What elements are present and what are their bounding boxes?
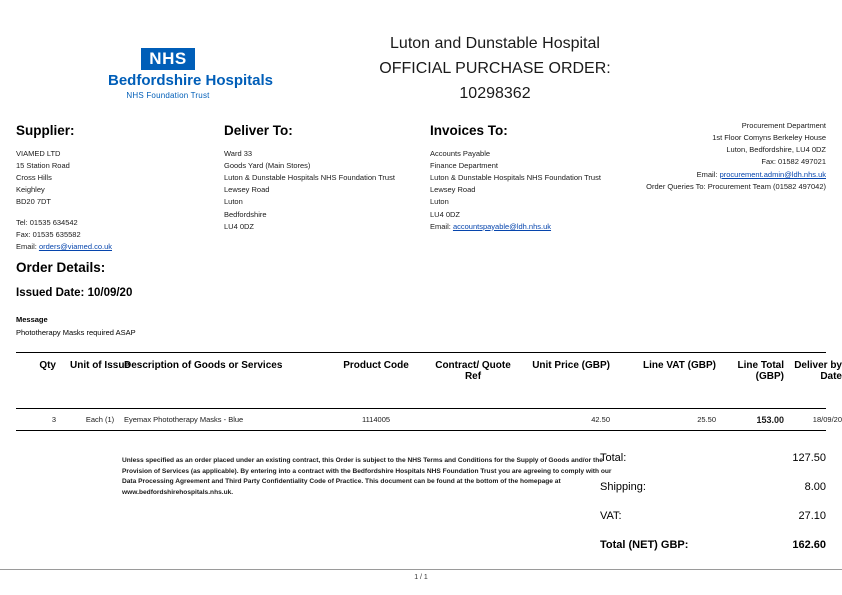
cell-line-vat: 25.50 xyxy=(697,415,716,424)
totals-row-net xyxy=(600,539,826,551)
hospital-name: Luton and Dunstable Hospital xyxy=(390,35,600,52)
supplier-tel: Tel: 01535 634542 xyxy=(16,217,78,227)
invoices-to-email-label: Email: xyxy=(430,221,451,231)
deliver-to-block xyxy=(224,120,429,233)
cell-unit-price: 42.50 xyxy=(591,415,610,424)
invoices-to-line: LU4 0DZ xyxy=(430,209,461,219)
page-number: 1 / 1 xyxy=(414,574,428,581)
column-header-line-total: Line Total (GBP) xyxy=(737,360,784,382)
shipping-value: 8.00 xyxy=(804,481,826,493)
order-issued-date: Issued Date: 10/09/20 xyxy=(16,287,133,299)
column-header-deliver-by-date: Deliver by Date xyxy=(794,360,842,382)
supplier-block xyxy=(16,120,216,253)
invoices-to-line: Lewsey Road xyxy=(430,185,476,195)
vat-value: 27.10 xyxy=(798,510,826,522)
cell-line-total: 153.00 xyxy=(756,415,784,425)
deliver-to-line: Luton xyxy=(224,197,243,207)
procurement-line: 1st Floor Comyns Berkeley House xyxy=(712,133,826,143)
procurement-queries: Order Queries To: Procurement Team (01582 497042) xyxy=(646,181,826,191)
procurement-email-link[interactable]: procurement.admin@ldh.nhs.uk xyxy=(719,169,826,179)
column-header-description: Description of Goods or Services xyxy=(124,360,283,371)
total-value: 127.50 xyxy=(792,452,826,464)
totals-row-shipping xyxy=(600,481,826,493)
invoices-to-email-link[interactable]: accountspayable@ldh.nhs.uk xyxy=(452,221,552,231)
procurement-email-row xyxy=(600,169,826,181)
nhs-logo-mark: NHS xyxy=(141,48,194,70)
deliver-to-heading: Deliver To: xyxy=(224,123,293,138)
totals-block xyxy=(600,452,826,568)
trust-subtitle: NHS Foundation Trust xyxy=(126,90,210,100)
invoices-to-line: Finance Department xyxy=(430,161,498,170)
column-header-line-vat: Line VAT (GBP) xyxy=(643,360,716,371)
supplier-email-row xyxy=(16,241,216,253)
table-header-rule xyxy=(16,408,826,409)
message-block xyxy=(16,314,136,340)
procurement-line: Fax: 01582 497021 xyxy=(761,157,826,167)
cell-unit-of-issue: Each (1) xyxy=(85,415,115,424)
invoices-to-line: Luton & Dunstable Hospitals NHS Foundation Trust xyxy=(430,173,601,183)
deliver-to-line: Ward 33 xyxy=(224,148,253,158)
deliver-to-line: Bedfordshire xyxy=(224,209,267,219)
procurement-block xyxy=(600,120,826,193)
nhs-logo xyxy=(108,48,274,100)
message-text: Phototherapy Masks required ASAP xyxy=(16,327,136,337)
order-details-heading: Order Details: xyxy=(16,260,106,275)
supplier-fax: Fax: 01535 635582 xyxy=(16,229,81,239)
message-heading: Message xyxy=(16,315,48,324)
trust-name: Bedfordshire Hospitals xyxy=(108,72,274,89)
order-number: 10298362 xyxy=(459,84,531,102)
table-top-rule xyxy=(16,352,826,353)
vat-label: VAT: xyxy=(600,510,622,522)
table-bottom-rule xyxy=(16,430,826,431)
deliver-to-line: Goods Yard (Main Stores) xyxy=(224,161,311,170)
total-label: Total: xyxy=(600,452,627,464)
supplier-line: Keighley xyxy=(16,185,45,195)
invoices-to-line: Luton xyxy=(430,197,449,207)
cell-qty: 3 xyxy=(51,415,56,424)
cell-product-code: 1114005 xyxy=(361,415,391,424)
totals-row-vat xyxy=(600,510,826,522)
net-total-value: 162.60 xyxy=(792,539,826,551)
column-header-unit-of-issue: Unit of Issue xyxy=(69,360,130,371)
supplier-email-label: Email: xyxy=(16,241,37,251)
supplier-line: Cross Hills xyxy=(16,173,52,183)
procurement-line: Luton, Bedfordshire, LU4 0DZ xyxy=(726,145,826,155)
supplier-line: 15 Station Road xyxy=(16,161,70,170)
invoices-to-email-row xyxy=(430,221,645,233)
order-details-block xyxy=(16,260,132,299)
footer-rule xyxy=(0,569,842,570)
deliver-to-line: Luton & Dunstable Hospitals NHS Foundation Trust xyxy=(224,173,395,183)
column-header-contract-quote-ref: Contract/ Quote Ref xyxy=(435,360,511,382)
supplier-line: BD20 7DT xyxy=(16,197,52,207)
deliver-to-line: Lewsey Road xyxy=(224,185,270,195)
terms-and-conditions: Unless specified as an order placed under an existing contract, this Order is subject to the NHS Terms and Conditions for the Supply of Goods and/or the Provision of Services (as applicable). By entering into a contract with the Bedfordshire Hospitals NHS Foundation Trust you are agreeing to comply with our Data Processing Agreement and Third Party Confidentiality Code of Practice. This document can be found at the bottom of the homepage at www.bedfordshirehospitals.nhs.uk. xyxy=(122,457,612,497)
shipping-label: Shipping: xyxy=(600,481,646,493)
deliver-to-line: LU4 0DZ xyxy=(224,221,255,231)
column-header-qty: Qty xyxy=(39,360,56,371)
cell-deliver-by-date: 18/09/20 xyxy=(812,415,842,424)
invoices-to-line: Accounts Payable xyxy=(430,148,491,158)
procurement-line: Procurement Department xyxy=(741,121,826,130)
invoices-to-heading: Invoices To: xyxy=(430,123,508,138)
cell-description: Eyemax Phototherapy Masks - Blue xyxy=(124,415,244,424)
supplier-line: VIAMED LTD xyxy=(16,148,61,158)
document-type: OFFICIAL PURCHASE ORDER: xyxy=(379,59,611,77)
column-header-product-code: Product Code xyxy=(343,360,409,371)
column-header-unit-price: Unit Price (GBP) xyxy=(532,360,610,371)
net-total-label: Total (NET) GBP: xyxy=(600,539,689,551)
spacer xyxy=(16,209,216,217)
supplier-heading: Supplier: xyxy=(16,123,75,138)
supplier-email-link[interactable]: orders@viamed.co.uk xyxy=(38,241,112,251)
totals-row-total xyxy=(600,452,826,464)
page-title xyxy=(280,32,710,106)
procurement-email-label: Email: xyxy=(696,169,718,179)
